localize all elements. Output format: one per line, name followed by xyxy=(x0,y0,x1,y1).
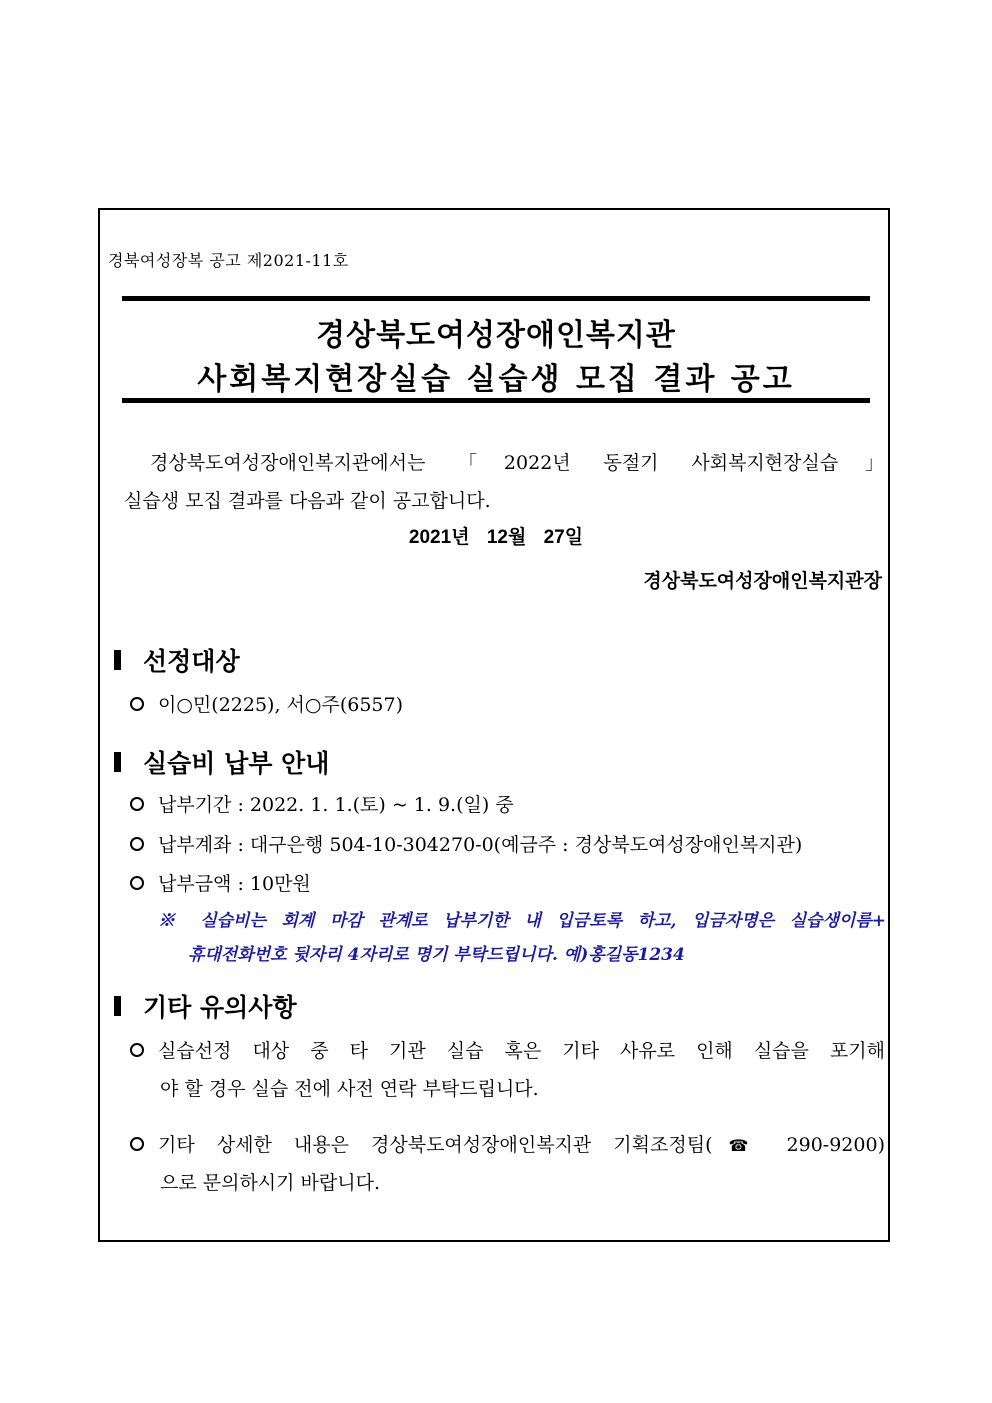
circle-bullet-icon xyxy=(130,837,144,851)
other-item-1-continued: 야 할 경우 실습 전에 사전 연락 부탁드립니다. xyxy=(160,1078,539,1100)
payment-note-line-2: 휴대전화번호 뒷자리 4자리로 명기 부탁드립니다. 예)홍길동1234 xyxy=(188,945,685,965)
intro-line-2: 실습생 모집 결과를 다음과 같이 공고합니다. xyxy=(124,490,491,512)
title-rule-bottom xyxy=(122,398,870,403)
section-bar-icon xyxy=(114,996,121,1016)
payment-account-text: 납부계좌 : 대구은행 504-10-304270-0(예금주 : 경상북도여성장애인복지관) xyxy=(158,834,803,856)
notice-number: 경북여성장복 공고 제2021-11호 xyxy=(108,251,349,270)
notice-date: 2021년 12월 27일 xyxy=(408,527,584,548)
other-item-2-continued: 으로 문의하시기 바랍니다. xyxy=(160,1172,381,1194)
section-other xyxy=(114,988,297,1024)
title-line-1: 경상북도여성장애인복지관 xyxy=(316,318,676,353)
section-payment xyxy=(114,744,329,780)
section-heading: 기타 유의사항 xyxy=(143,993,297,1022)
payment-period-text: 납부기간 : 2022. 1. 1.(토) ~ 1. 9.(일) 중 xyxy=(158,794,514,816)
payment-period xyxy=(130,786,885,824)
payment-note-line-1: ※ 실습비는 회계 마감 관계로 납부기한 내 입금토록 하고, 입금자명은 실습생이름+ xyxy=(158,911,886,931)
circle-bullet-icon xyxy=(130,1043,144,1057)
circle-bullet-icon xyxy=(130,876,144,890)
telephone-icon: ☎ xyxy=(712,1136,765,1155)
section-bar-icon xyxy=(114,752,121,772)
other-item-2-phone: 290-9200) xyxy=(786,1134,885,1156)
other-item-2-text: 기타 상세한 내용은 경상북도여성장애인복지관 기획조정팀( xyxy=(158,1134,713,1156)
selection-item xyxy=(130,686,885,724)
notice-signer: 경상북도여성장애인복지관장 xyxy=(643,570,882,592)
selection-item-text: 이○민(2225), 서○주(6557) xyxy=(158,694,404,716)
section-selection xyxy=(114,642,240,678)
notice-frame xyxy=(98,208,890,1242)
payment-amount xyxy=(130,865,885,903)
circle-bullet-icon xyxy=(130,697,144,711)
section-heading: 실습비 납부 안내 xyxy=(143,749,330,778)
other-item-2 xyxy=(130,1126,885,1165)
title-line-2: 사회복지현장실습 실습생 모집 결과 공고 xyxy=(197,362,795,397)
circle-bullet-icon xyxy=(130,797,144,811)
section-bar-icon xyxy=(114,650,121,670)
payment-amount-text: 납부금액 : 10만원 xyxy=(158,873,311,895)
section-heading: 선정대상 xyxy=(143,647,240,676)
payment-account xyxy=(130,826,885,864)
intro-line-1: 경상북도여성장애인복지관에서는 「2022년 동절기 사회복지현장실습」 xyxy=(150,452,884,474)
other-item-1 xyxy=(130,1032,885,1070)
circle-bullet-icon xyxy=(130,1137,144,1151)
title-rule-top xyxy=(122,296,870,301)
other-item-1-text: 실습선정 대상 중 타 기관 실습 혹은 기타 사유로 인해 실습을 포기해 xyxy=(158,1040,885,1062)
